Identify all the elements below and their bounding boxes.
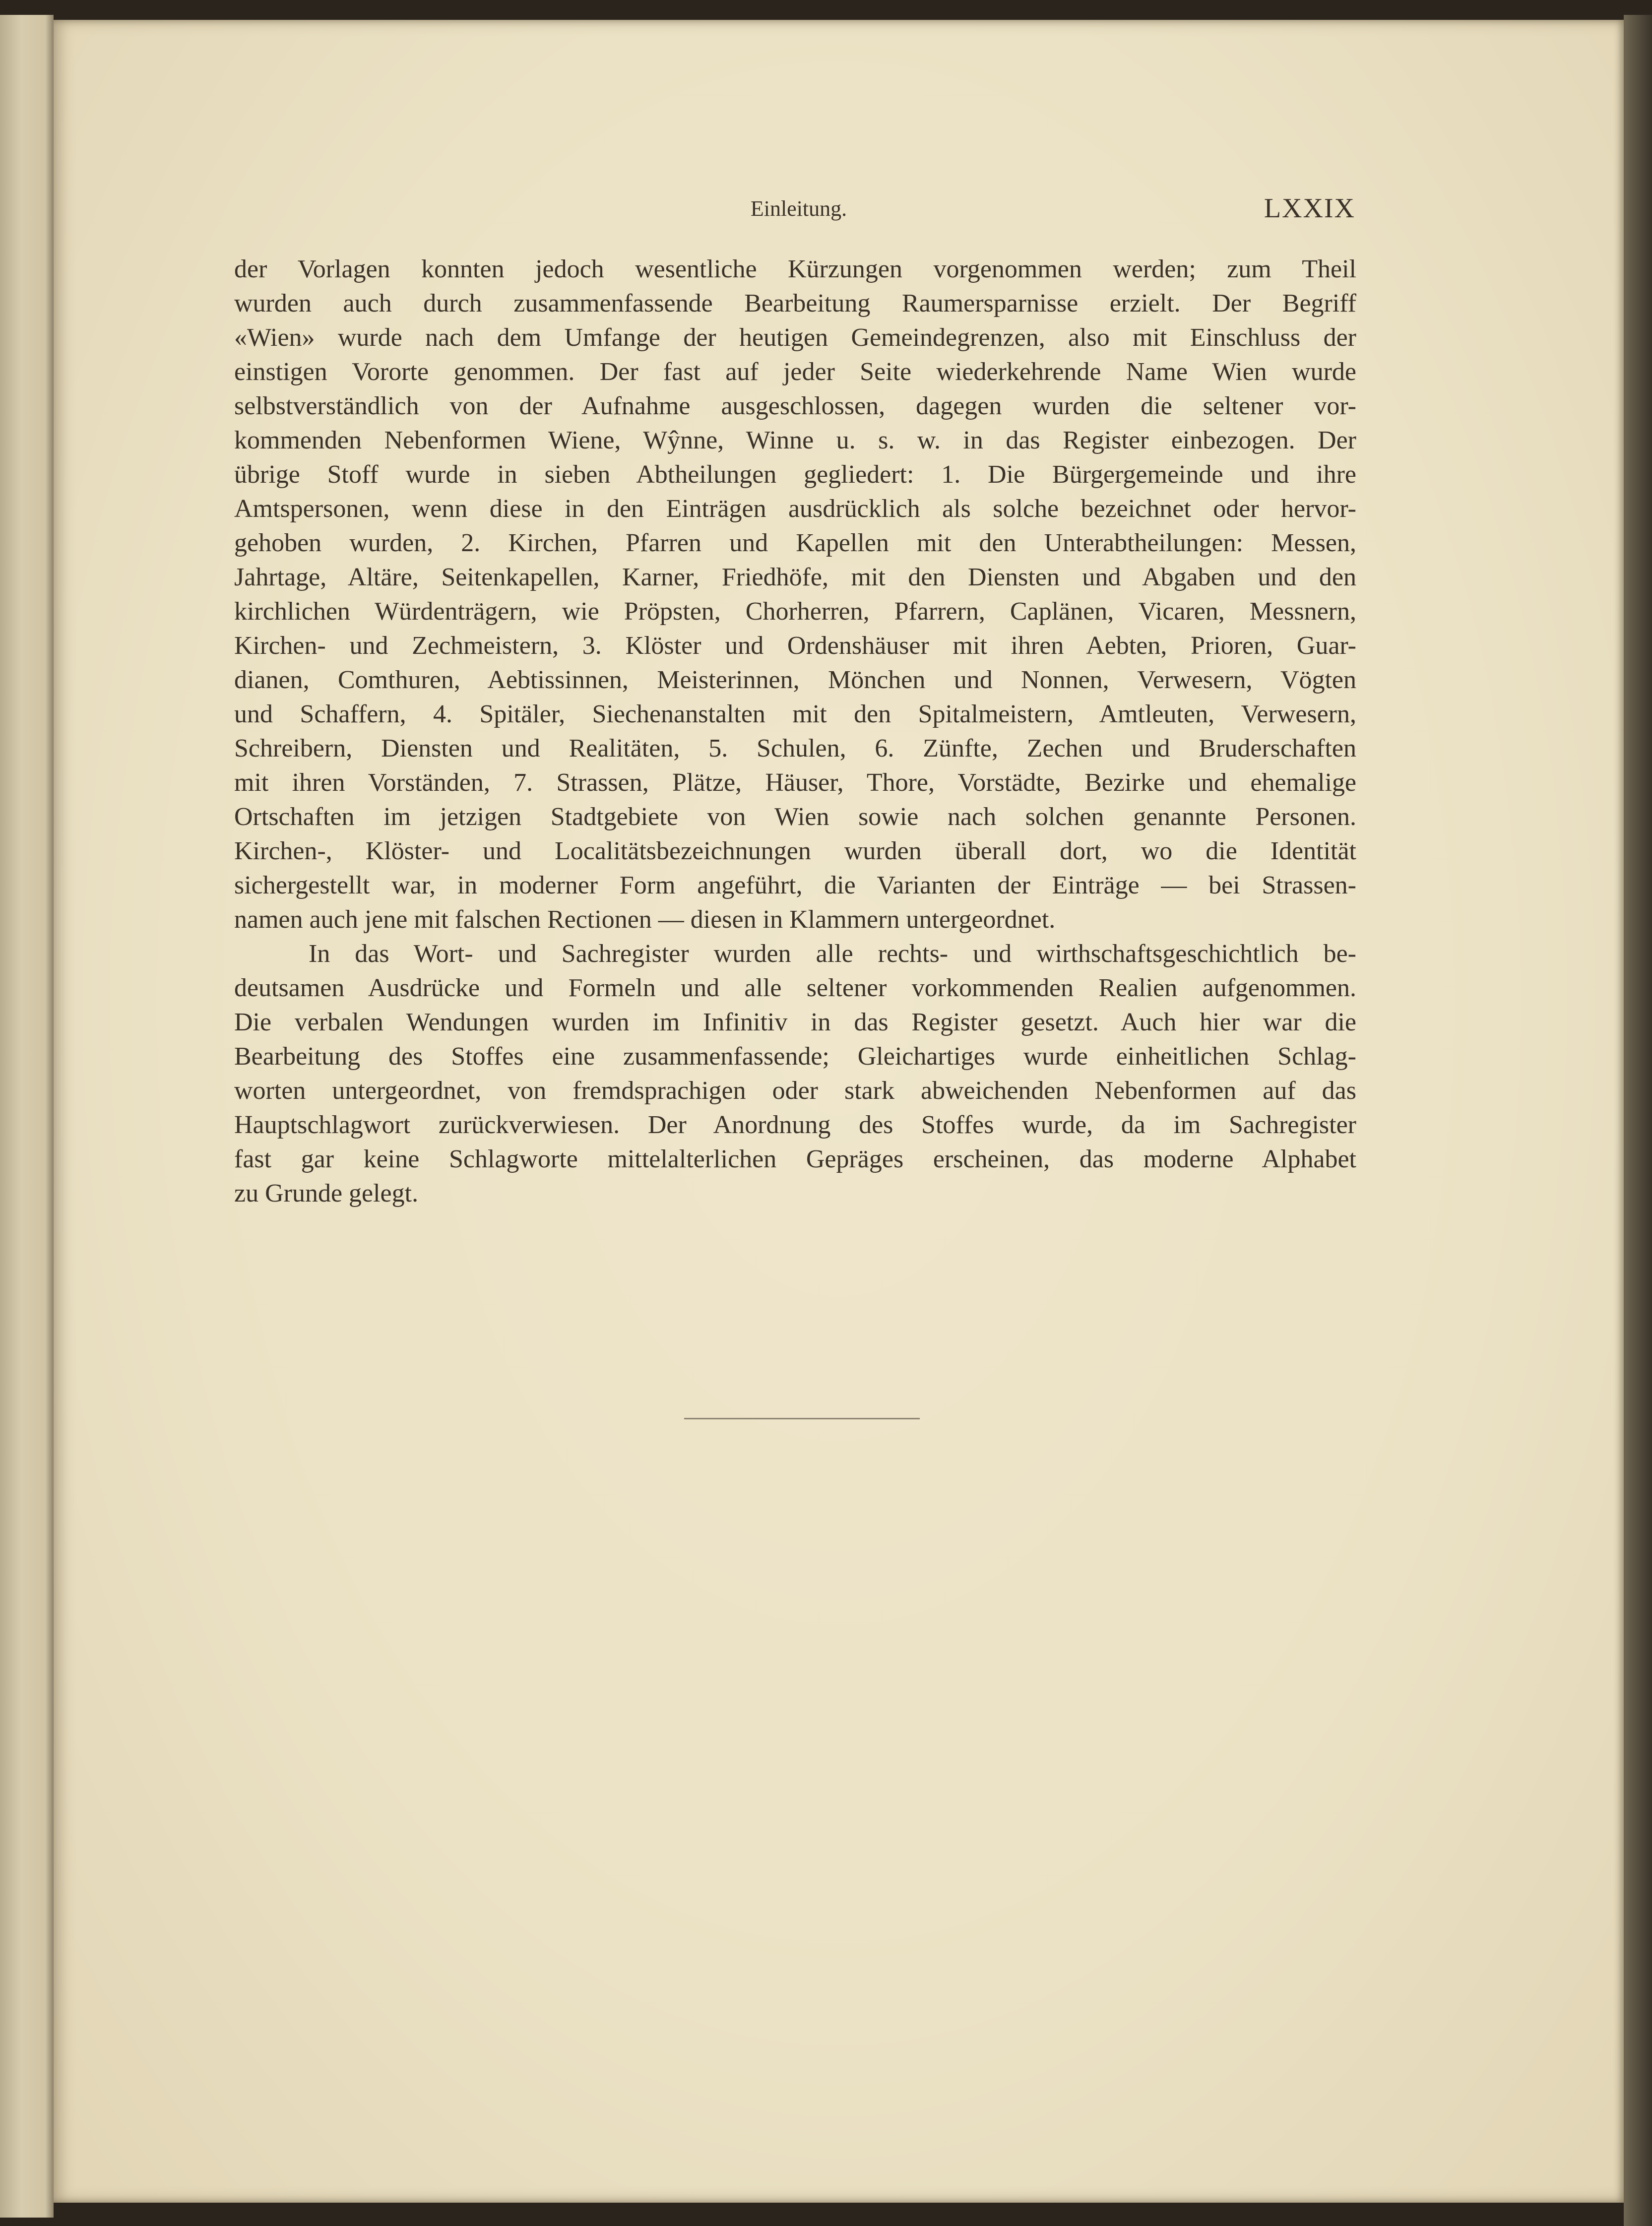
text-line: Amtspersonen, wenn diese in den Einträgen ausdrücklich als solche bezeichnet oder hervor- xyxy=(234,495,1356,523)
text-line: namen auch jene mit falschen Rectionen — diesen in Klammern untergeordnet. xyxy=(234,905,1056,934)
text-line: selbstverständlich von der Aufnahme ausgeschlossen, dagegen wurden die seltener vor- xyxy=(234,392,1356,420)
text-line: Hauptschlagwort zurückverwiesen. Der Anordnung des Stoffes wurde, da im Sachregister xyxy=(234,1111,1356,1139)
text-line: kirchlichen Würdenträgern, wie Pröpsten, Chorherren, Pfarrern, Caplänen, Vicaren, Messnern, xyxy=(234,597,1356,626)
text-line: deutsamen Ausdrücke und Formeln und alle seltener vorkommenden Realien aufgenommen. xyxy=(234,974,1356,1002)
page-number: LXXIX xyxy=(1264,193,1355,224)
text-line: Kirchen-, Klöster- und Localitätsbezeichnungen wurden überall dort, wo die Identität xyxy=(234,837,1356,865)
previous-page-edge xyxy=(0,15,54,2218)
running-title: Einleitung. xyxy=(750,196,847,221)
text-line: worten untergeordnet, von fremdsprachigen oder stark abweichenden Nebenformen auf das xyxy=(234,1077,1356,1105)
body-text xyxy=(234,252,1356,1210)
page-edge-shadow xyxy=(1624,15,1652,2226)
paragraph-1 xyxy=(234,252,1356,937)
text-line: dianen, Comthuren, Aebtissinnen, Meisterinnen, Mönchen und Nonnen, Verwesern, Vögten xyxy=(234,666,1356,694)
text-line: Jahrtage, Altäre, Seitenkapellen, Karner, Friedhöfe, mit den Diensten und Abgaben und den xyxy=(234,563,1356,591)
text-line: Ortschaften im jetzigen Stadtgebiete von Wien sowie nach solchen genannte Personen. xyxy=(234,803,1356,831)
text-line: wurden auch durch zusammenfassende Bearbeitung Raumersparnisse erzielt. Der Begriff xyxy=(234,289,1356,318)
text-line: sichergestellt war, in moderner Form angeführt, die Varianten der Einträge — bei Strassen- xyxy=(234,871,1356,899)
text-line: gehoben wurden, 2. Kirchen, Pfarren und Kapellen mit den Unterabtheilungen: Messen, xyxy=(234,529,1356,557)
text-line: mit ihren Vorständen, 7. Strassen, Plätze, Häuser, Thore, Vorstädte, Bezirke und ehemalige xyxy=(234,768,1356,797)
text-line: übrige Stoff wurde in sieben Abtheilungen gegliedert: 1. Die Bürgergemeinde und ihre xyxy=(234,460,1356,489)
end-rule xyxy=(684,1418,920,1419)
text-line: der Vorlagen konnten jedoch wesentliche Kürzungen vorgenommen werden; zum Theil xyxy=(234,255,1356,283)
text-line: Kirchen- und Zechmeistern, 3. Klöster und Ordenshäuser mit ihren Aebten, Prioren, Guar- xyxy=(234,632,1356,660)
text-line: und Schaffern, 4. Spitäler, Siechenanstalten mit den Spitalmeistern, Amtleuten, Verwesern, xyxy=(234,700,1356,728)
text-line: Bearbeitung des Stoffes eine zusammenfassende; Gleichartiges wurde einheitlichen Schlag- xyxy=(234,1042,1356,1071)
text-line: Schreibern, Diensten und Realitäten, 5. Schulen, 6. Zünfte, Zechen und Bruderschaften xyxy=(234,734,1356,763)
paragraph-2 xyxy=(234,937,1356,1210)
text-line: «Wien» wurde nach dem Umfange der heutigen Gemeindegrenzen, also mit Einschluss der xyxy=(234,323,1356,352)
text-line: kommenden Nebenformen Wiene, Wŷnne, Winne u. s. w. in das Register einbezogen. Der xyxy=(234,426,1356,454)
text-line: einstigen Vororte genommen. Der fast auf jeder Seite wiederkehrende Name Wien wurde xyxy=(234,358,1356,386)
text-line: Die verbalen Wendungen wurden im Infinitiv in das Register gesetzt. Auch hier war die xyxy=(234,1008,1356,1036)
text-line: zu Grunde gelegt. xyxy=(234,1179,419,1208)
text-line: In das Wort- und Sachregister wurden alle rechts- und wirthschaftsgeschichtlich be- xyxy=(309,940,1356,968)
text-line: fast gar keine Schlagworte mittelalterlichen Gepräges erscheinen, das moderne Alphabet xyxy=(234,1145,1356,1173)
